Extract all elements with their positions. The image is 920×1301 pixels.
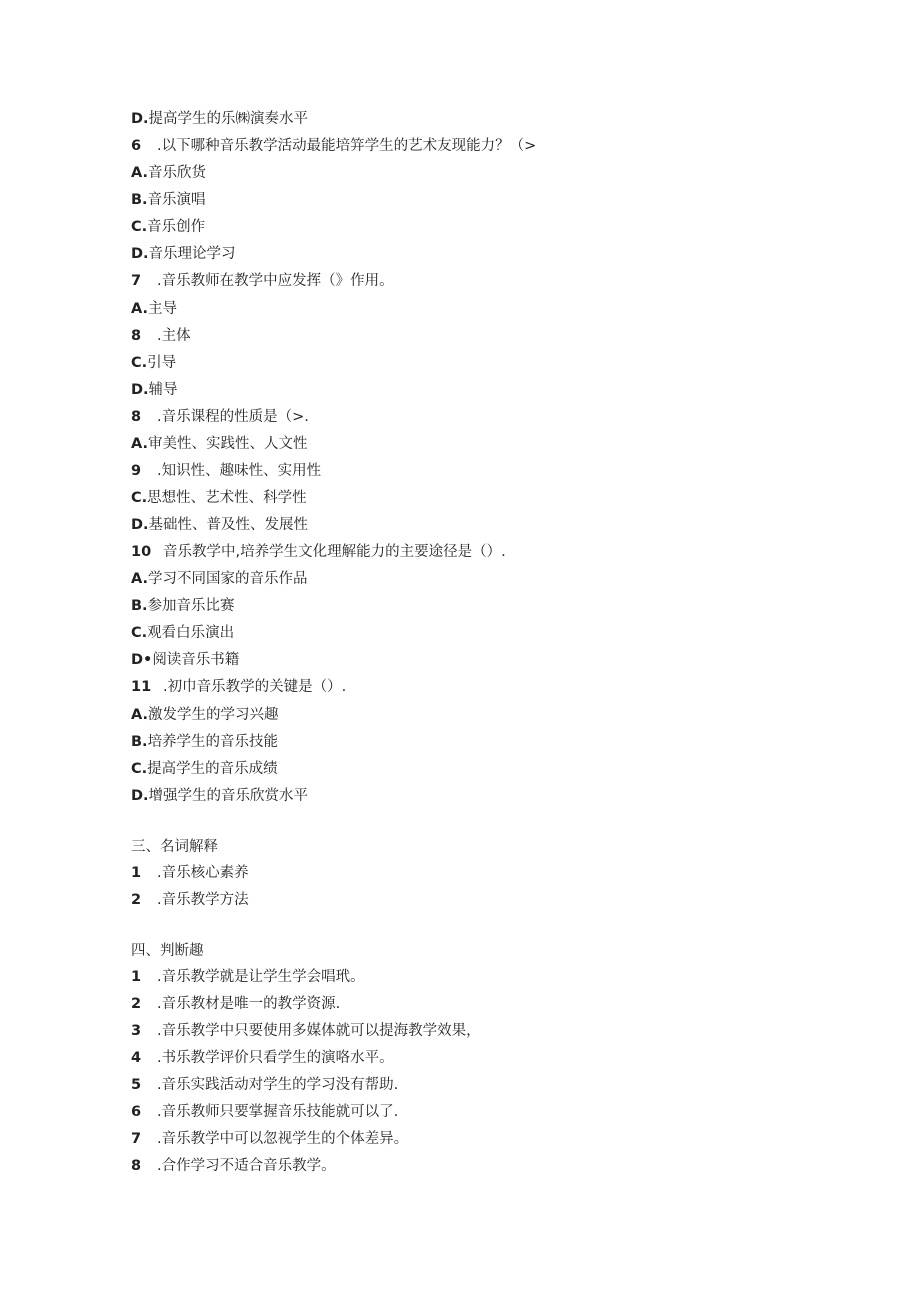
option-letter: D. — [131, 517, 149, 533]
item-text: .音乐核心素养 — [157, 865, 249, 881]
question-number: 8 — [131, 409, 142, 425]
question-number: 8 — [131, 328, 142, 344]
item-number: 2 — [131, 892, 142, 908]
option-text: 阅读音乐书籍 — [152, 652, 240, 668]
item-text: .书乐教学评价只看学生的演咯水平。 — [157, 1050, 394, 1066]
option-line — [131, 379, 178, 401]
option-line — [131, 704, 279, 726]
section-heading-definitions: 三、名词解释 — [131, 839, 218, 855]
option-text: 提高学生的乐㈱演奏水平 — [148, 111, 309, 127]
option-text: 提高学生的音乐成绩 — [147, 761, 278, 777]
item-text: .合作学习不适合音乐教学。 — [157, 1158, 336, 1174]
option-letter: D. — [131, 382, 149, 398]
question-line — [131, 460, 321, 482]
option-letter: C. — [131, 625, 148, 641]
question-line — [131, 270, 394, 292]
item-number: 3 — [131, 1023, 142, 1039]
option-text: 引导 — [147, 355, 177, 371]
option-text: 基础性、普及性、发展性 — [148, 517, 309, 533]
option-letter: C. — [131, 490, 148, 506]
option-line — [131, 487, 307, 509]
option-text: 培养学生的音乐技能 — [147, 734, 279, 750]
option-text: 音乐欣货 — [148, 165, 206, 181]
option-letter: D. — [131, 111, 149, 127]
option-letter: A. — [131, 707, 148, 723]
judgement-item — [131, 1047, 394, 1069]
item-number: 6 — [131, 1104, 142, 1120]
definition-item — [131, 889, 249, 911]
option-text: 审美性、实践性、人文性 — [148, 436, 308, 452]
option-text: 音乐演唱 — [147, 192, 206, 208]
option-line — [131, 433, 308, 455]
question-text: .主体 — [157, 328, 191, 344]
option-line — [131, 568, 308, 590]
option-letter: A. — [131, 436, 148, 452]
judgement-item — [131, 1074, 398, 1096]
option-line — [131, 216, 205, 238]
question-line — [131, 406, 309, 428]
question-number: 10 — [131, 544, 152, 560]
item-number: 2 — [131, 996, 142, 1012]
question-text: .知识性、趣味性、实用性 — [157, 463, 322, 479]
judgement-item — [131, 1128, 408, 1150]
question-number: 9 — [131, 463, 142, 479]
question-number: 7 — [131, 273, 142, 289]
question-line — [131, 135, 536, 157]
option-text: 辅导 — [148, 382, 178, 398]
question-text: 音乐教学中,培养学生文化理解能力的主要途径是（）. — [163, 544, 506, 560]
item-text: .音乐教师只要掌握音乐技能就可以了. — [157, 1104, 399, 1120]
item-number: 1 — [131, 969, 142, 985]
option-letter: A. — [131, 301, 148, 317]
option-line — [131, 758, 278, 780]
question-text: .以下哪种音乐教学活动最能培笄学生的艺术友现能力？（> — [157, 138, 537, 154]
option-text: 思想性、艺术性、科学性 — [147, 490, 307, 506]
option-line — [131, 595, 235, 617]
question-line — [131, 676, 346, 698]
item-number: 7 — [131, 1131, 142, 1147]
item-text: .音乐教学方法 — [157, 892, 249, 908]
option-letter: A. — [131, 571, 148, 587]
option-line — [131, 352, 176, 374]
option-line — [131, 108, 308, 130]
item-number: 1 — [131, 865, 142, 881]
option-letter: B. — [131, 192, 148, 208]
option-text: 音乐创作 — [147, 219, 206, 235]
question-text: .初巾音乐教学的关键是（）. — [163, 679, 347, 695]
option-letter: B. — [131, 598, 148, 614]
option-line — [131, 162, 206, 184]
item-number: 8 — [131, 1158, 142, 1174]
judgement-item — [131, 966, 365, 988]
option-line — [131, 243, 236, 265]
item-text: .音乐实践活动对学生的学习没有帮助. — [157, 1077, 399, 1093]
item-text: .音乐教学中只要使用多媒体就可以提海教学效果， — [157, 1023, 481, 1039]
option-letter: B. — [131, 734, 148, 750]
option-line — [131, 514, 308, 536]
option-letter: A. — [131, 165, 148, 181]
option-text: 激发学生的学习兴趣 — [148, 707, 279, 723]
option-letter: D• — [131, 652, 153, 668]
question-line — [131, 541, 506, 563]
option-text: 参加音乐比赛 — [147, 598, 235, 614]
judgement-item — [131, 1155, 336, 1177]
option-line — [131, 785, 308, 807]
question-text: .音乐课程的性质是（>. — [157, 409, 309, 425]
option-letter: C. — [131, 355, 148, 371]
section-heading-true-false: 四、判断趣 — [131, 943, 204, 959]
option-line — [131, 298, 177, 320]
item-number: 5 — [131, 1077, 142, 1093]
option-line — [131, 189, 206, 211]
option-line — [131, 731, 278, 753]
judgement-item — [131, 1101, 398, 1123]
option-text: 音乐理论学习 — [148, 246, 236, 262]
option-letter: D. — [131, 246, 149, 262]
item-text: .音乐教学中可以忽视学生的个体差异。 — [157, 1131, 409, 1147]
item-text: .音乐教材是唯一的教学资源. — [157, 996, 341, 1012]
option-text: 主导 — [148, 301, 177, 317]
option-text: 学习不同国家的音乐作品 — [148, 571, 308, 587]
option-letter: C. — [131, 219, 148, 235]
option-line — [131, 622, 234, 644]
question-number: 6 — [131, 138, 142, 154]
option-text: 增强学生的音乐欣赏水平 — [148, 788, 309, 804]
question-line — [131, 325, 191, 347]
judgement-item — [131, 1020, 481, 1042]
question-number: 11 — [131, 679, 152, 695]
option-letter: C. — [131, 761, 148, 777]
option-text: 观看白乐演出 — [147, 625, 235, 641]
option-line — [131, 649, 239, 671]
item-number: 4 — [131, 1050, 142, 1066]
option-letter: D. — [131, 788, 149, 804]
judgement-item — [131, 993, 340, 1015]
definition-item — [131, 862, 249, 884]
question-text: .音乐教师在教学中应发挥（》作用。 — [157, 273, 394, 289]
item-text: .音乐教学就是让学生学会唱玳。 — [157, 969, 365, 985]
